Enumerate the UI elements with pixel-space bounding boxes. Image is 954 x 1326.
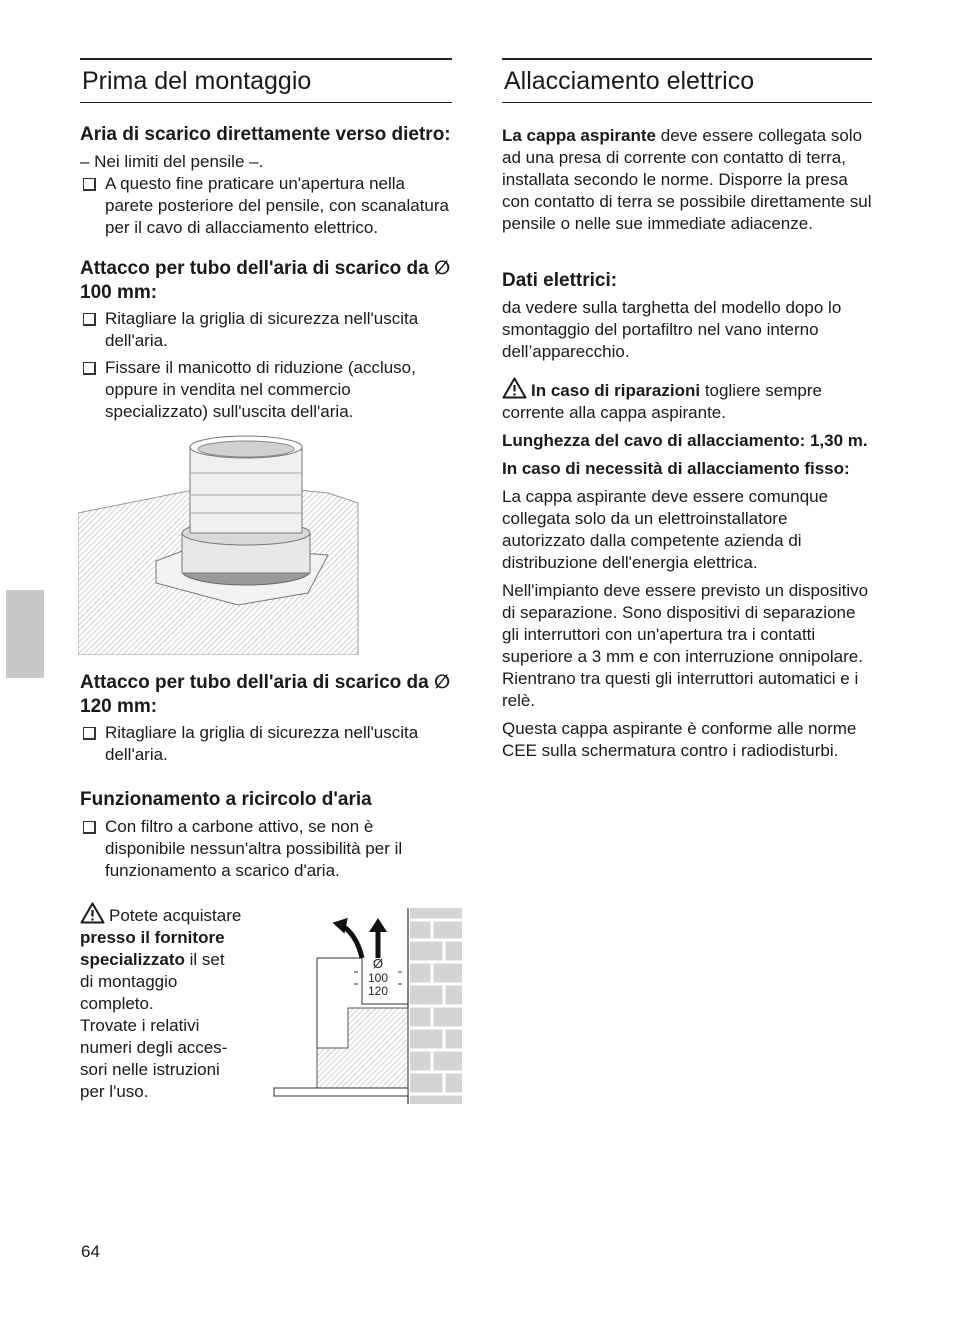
cable-length: Lunghezza del cavo di allacciamento: 1,30 m. xyxy=(502,431,868,450)
section-title-allacciamento-elettrico: Allacciamento elettrico xyxy=(502,58,872,103)
tip-line: di montaggio xyxy=(80,972,178,991)
tip-line: sori nelle istruzioni xyxy=(80,1060,220,1079)
checklist-text: Ritagliare la griglia di sicurezza nell'uscita dell'aria. xyxy=(105,309,419,350)
checkbox-icon xyxy=(83,727,96,740)
tip-line: numeri degli acces- xyxy=(80,1038,228,1057)
note-limiti-pensile: – Nei limiti del pensile –. xyxy=(80,152,264,171)
heading-dati-elettrici: Dati elettrici: xyxy=(502,270,618,291)
accessory-tip-text xyxy=(80,902,270,1103)
warning-paragraph xyxy=(502,377,872,424)
checklist-item xyxy=(80,357,452,423)
page-number: 64 xyxy=(81,1242,100,1261)
heading-ricircolo: Funzionamento a ricircolo d'aria xyxy=(80,789,372,810)
checkbox-icon xyxy=(83,362,96,375)
checklist-text: Ritagliare la griglia di sicurezza nell'uscita dell'aria. xyxy=(105,723,419,764)
intro-rest: deve essere collegata solo ad una presa di corrente con contatto di terra, installata secondo le norme. Disporre la presa con contatto di terra se possibile direttamente sul pensile o nelle sue immediate adiacenze. xyxy=(502,126,872,233)
diameter-120-label: 120 xyxy=(367,984,389,998)
checkbox-icon xyxy=(83,821,96,834)
checklist-item xyxy=(80,308,452,352)
warning-rest: togliere sempre corrente alla cappa aspirante. xyxy=(502,381,822,422)
diameter-symbol-label: Ø xyxy=(372,956,384,971)
reduction-sleeve-illustration xyxy=(78,433,360,655)
paragraph-separation-device: Nell'impianto deve essere previsto un dispositivo di separazione. Sono dispositivi di separazione gli interruttori con un'apertura tra i contatti superiore a 3 mm e con interruzione onnipolare. Rientrano tra questi gli interruttori automatici e i relè. xyxy=(502,581,869,710)
tip-line: completo. xyxy=(80,994,154,1013)
warning-bold: In caso di riparazioni xyxy=(531,381,701,400)
dati-elettrici-text: da vedere sulla targhetta del modello dopo lo smontaggio del portafiltro nel vano interno dell’apparecchio. xyxy=(502,298,842,361)
section-title-prima-del-montaggio: Prima del montaggio xyxy=(80,58,452,103)
checklist-text: Fissare il manicotto di riduzione (accluso, oppure in vendita nel commercio specializzato) sull'uscita dell'aria. xyxy=(105,358,416,421)
paragraph-installer: La cappa aspirante deve essere comunque collegata solo da un elettroinstallatore autorizzato dalla competente azienda di distribuzione dell'energia elettrica. xyxy=(502,487,829,572)
installation-cross-section-diagram xyxy=(272,908,462,1106)
checklist-text: Con filtro a carbone attivo, se non è disponibile nessun'altra possibilità per il funzionamento a scarico d'aria. xyxy=(105,817,403,880)
heading-aria-scarico-dietro: Aria di scarico direttamente verso dietro: xyxy=(80,124,451,145)
tip-text: Potete acquistare xyxy=(109,906,242,925)
checklist-text: A questo fine praticare un'apertura nella parete posteriore del pensile, con scanalatura per il cavo di allacciamento elettrico. xyxy=(105,174,449,237)
tip-text: il set xyxy=(189,950,225,969)
left-column xyxy=(80,58,452,1102)
checkbox-icon xyxy=(83,178,96,191)
paragraph-cee-compliance: Questa cappa aspirante è conforme alle norme CEE sulla schermatura contro i radiodisturbi. xyxy=(502,719,857,760)
checklist-item xyxy=(80,722,452,766)
fixed-connection-heading: In caso di necessità di allacciamento fisso: xyxy=(502,459,850,478)
tip-bold: presso il fornitore xyxy=(80,928,225,947)
tip-line: Trovate i relativi xyxy=(80,1016,200,1035)
diameter-100-label: 100 xyxy=(367,971,389,985)
intro-bold: La cappa aspirante xyxy=(502,126,657,145)
tip-bold: specializzato xyxy=(80,950,185,969)
warning-icon xyxy=(80,902,105,924)
chapter-tab xyxy=(6,590,44,678)
right-column xyxy=(502,58,872,762)
checklist-item xyxy=(80,816,452,882)
accessory-tip-block xyxy=(80,902,452,1102)
checkbox-icon xyxy=(83,313,96,326)
warning-icon xyxy=(502,377,527,399)
intro-paragraph xyxy=(502,125,872,235)
heading-attacco-120: Attacco per tubo dell'aria di scarico da ∅ 120 mm: xyxy=(80,672,451,717)
heading-attacco-100: Attacco per tubo dell'aria di scarico da ∅ 100 mm: xyxy=(80,258,451,303)
checklist-item xyxy=(80,173,452,239)
tip-line: per l'uso. xyxy=(80,1082,149,1101)
